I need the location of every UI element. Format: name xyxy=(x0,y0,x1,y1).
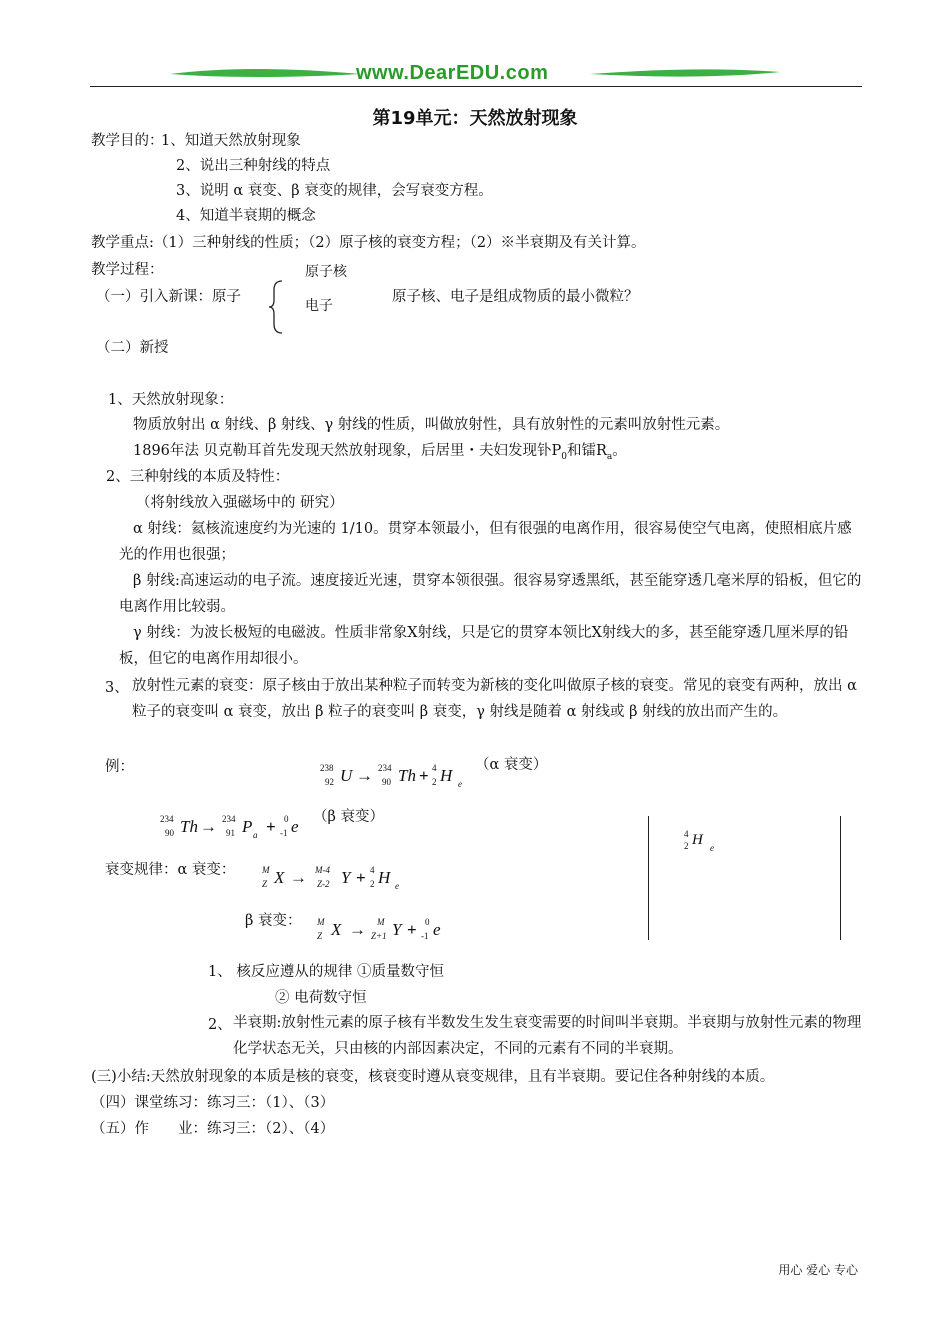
ra-subscript: a xyxy=(606,451,613,462)
plus-symbol: + xyxy=(419,766,429,785)
equation-alpha-general xyxy=(262,866,412,894)
pa-symbol: P xyxy=(242,817,253,836)
section1-line2 xyxy=(133,441,627,467)
th-mass: 234 xyxy=(378,763,392,773)
header-rule xyxy=(90,86,862,87)
th-symbol: Th xyxy=(180,817,198,836)
he-symbol: H xyxy=(692,832,703,848)
section1-line2-mid: 和镭R xyxy=(567,443,607,459)
section1-line1: 物质放射出 α 射线、β 射线、γ 射线的性质，叫做放射性，具有放射性的元素叫放射性元素。 xyxy=(133,417,730,433)
y-number: Z-2 xyxy=(317,879,330,889)
y-symbol: Y xyxy=(392,920,402,939)
logo-text: www.DearEDU.com xyxy=(356,62,549,84)
objective-item: 1、知道天然放射现象 xyxy=(161,133,301,149)
arrow-symbol: → xyxy=(349,920,366,939)
he-symbol: H xyxy=(440,766,453,785)
he-subscript: e xyxy=(395,881,399,891)
x-mass: M xyxy=(317,917,325,927)
u-mass: 238 xyxy=(320,763,334,773)
e-mass: 0 xyxy=(284,814,289,824)
y-symbol: Y xyxy=(341,868,351,887)
he-subscript: e xyxy=(458,779,462,789)
pa-mass: 234 xyxy=(222,814,236,824)
e-number: -1 xyxy=(421,931,429,941)
plus-symbol: + xyxy=(266,817,276,836)
pa-number: 91 xyxy=(226,828,235,838)
half-life-number: 2、 xyxy=(208,1017,232,1033)
box-left-line xyxy=(648,816,649,940)
homework: （五）作 业：练习三：（2）、（4） xyxy=(91,1121,335,1137)
header-logo xyxy=(170,60,780,88)
logo-swoosh-right-icon xyxy=(580,60,780,88)
rules-label: 衰变规律：α 衰变： xyxy=(105,862,236,878)
u-symbol: U xyxy=(340,766,353,785)
summary: (三)小结:天然放射现象的本质是核的衰变，核衰变时遵从衰变规律，且有半衰期。要记住各种射线的本质。 xyxy=(91,1069,775,1085)
equation-beta-general xyxy=(317,918,457,946)
pa-subscript: a xyxy=(253,830,258,840)
he-symbol: H xyxy=(378,868,391,887)
plus-symbol: + xyxy=(356,868,366,887)
equation-alpha-uranium xyxy=(320,764,480,792)
x-mass: M xyxy=(262,865,270,875)
page-footer: 用心 爱心 专心 xyxy=(778,1263,858,1277)
curly-brace-icon xyxy=(268,280,284,334)
objective-item: 4、知道半衰期的概念 xyxy=(176,208,316,224)
section1-heading: 1、天然放射现象： xyxy=(108,392,234,408)
equation-beta-thorium xyxy=(160,815,335,843)
arrow-symbol: → xyxy=(200,817,217,836)
he-subscript: e xyxy=(710,843,714,853)
x-symbol: X xyxy=(274,868,285,887)
plus-symbol: + xyxy=(407,920,417,939)
x-number: Z xyxy=(262,879,268,889)
section1-line2-main: 1896年法 贝克勒耳首先发现天然放射现象，后居里・夫妇发现钋P xyxy=(133,443,562,459)
page-title: 第19单元：天然放射现象 xyxy=(372,108,578,129)
conservation-item1: 1、 核反应遵从的规律 ①质量数守恒 xyxy=(208,964,444,980)
he-mass: 4 xyxy=(370,865,375,875)
box-right-line xyxy=(840,816,841,940)
example-label: 例： xyxy=(105,759,134,775)
intro-label: （一）引入新课：原子 xyxy=(96,289,241,305)
half-life-text: 半衰期:放射性元素的原子核有半数发生发生衰变需要的时间叫半衰期。半衰期与放射性元素的物理化学状态无关，只由核的内部因素决定，不同的元素有不同的半衰期。 xyxy=(233,1015,862,1057)
e-number: -1 xyxy=(280,828,288,838)
new-lesson-label: （二）新授 xyxy=(96,340,169,356)
section2-note: （将射线放入强磁场中的 研究） xyxy=(136,495,344,511)
arrow-symbol: → xyxy=(290,868,307,887)
beta-ray-text: β 射线:高速运动的电子流。速度接近光速，贯穿本领很强。很容易穿透黑纸，甚至能穿透几毫米厚的铅板，但它的电离作用比较弱。 xyxy=(119,573,862,615)
x-symbol: X xyxy=(331,920,342,939)
brace-top-text: 原子核 xyxy=(305,264,347,280)
th-number: 90 xyxy=(165,828,174,838)
he-number: 2 xyxy=(432,777,437,787)
he-number: 2 xyxy=(370,879,375,889)
y-mass: M-4 xyxy=(315,865,330,875)
alpha-decay-note: （α 衰变） xyxy=(475,757,548,773)
e-mass: 0 xyxy=(425,917,430,927)
conservation-item1b: ② 电荷数守恒 xyxy=(275,990,367,1006)
x-number: Z xyxy=(317,931,323,941)
intro-question: 原子核、电子是组成物质的最小微粒？ xyxy=(392,289,639,305)
po-subscript: 0 xyxy=(561,451,567,462)
key-points: 教学重点:（1）三种射线的性质；（2）原子核的衰变方程；（2）※半衰期及有关计算。 xyxy=(91,235,646,251)
process-label: 教学过程： xyxy=(91,262,164,278)
y-number: Z+1 xyxy=(371,931,387,941)
e-symbol: e xyxy=(433,920,441,939)
he-mass: 4 xyxy=(684,829,689,839)
section3-text: 放射性元素的衰变：原子核由于放出某种粒子而转变为新核的变化叫做原子核的衰变。常见的衰变有两种，放出 α 粒子的衰变叫 α 衰变，放出 β 粒子的衰变叫 β 衰变，γ 射线是随着 α 射线或 β 射线的放出而产生的。 xyxy=(132,678,857,720)
u-number: 92 xyxy=(325,777,334,787)
th-symbol: Th xyxy=(398,766,416,785)
section1-line2-end: 。 xyxy=(612,443,627,459)
th-number: 90 xyxy=(382,777,391,787)
brace-bottom-text: 电子 xyxy=(305,298,333,314)
alpha-ray-text: α 射线：氦核流速度约为光速的 1/10。贯穿本领最小，但有很强的电离作用，很容易使空气电离，使照相底片感光的作用也很强； xyxy=(119,521,852,563)
section3-number: 3、 xyxy=(105,680,129,696)
th-mass: 234 xyxy=(160,814,174,824)
helium-box-symbol xyxy=(682,830,722,856)
y-mass: M xyxy=(377,917,385,927)
objective-item: 2、说出三种射线的特点 xyxy=(176,158,331,174)
logo-swoosh-left-icon xyxy=(170,60,370,88)
e-symbol: e xyxy=(291,817,299,836)
beta-rule-label: β 衰变： xyxy=(245,913,302,929)
practice: （四）课堂练习：练习三：（1）、（3） xyxy=(91,1095,335,1111)
beta-decay-note: （β 衰变） xyxy=(313,809,384,825)
section2-heading: 2、三种射线的本质及特性： xyxy=(106,469,290,485)
he-mass: 4 xyxy=(432,763,437,773)
objective-item: 3、说明 α 衰变、β 衰变的规律，会写衰变方程。 xyxy=(176,183,493,199)
he-number: 2 xyxy=(684,841,689,851)
arrow-symbol: → xyxy=(356,766,373,785)
objectives-label: 教学目的： xyxy=(91,133,164,149)
gamma-ray-text: γ 射线：为波长极短的电磁波。性质非常象X射线，只是它的贯穿本领比X射线大的多，甚至能穿透几厘米厚的铅板，但它的电离作用却很小。 xyxy=(119,625,849,667)
